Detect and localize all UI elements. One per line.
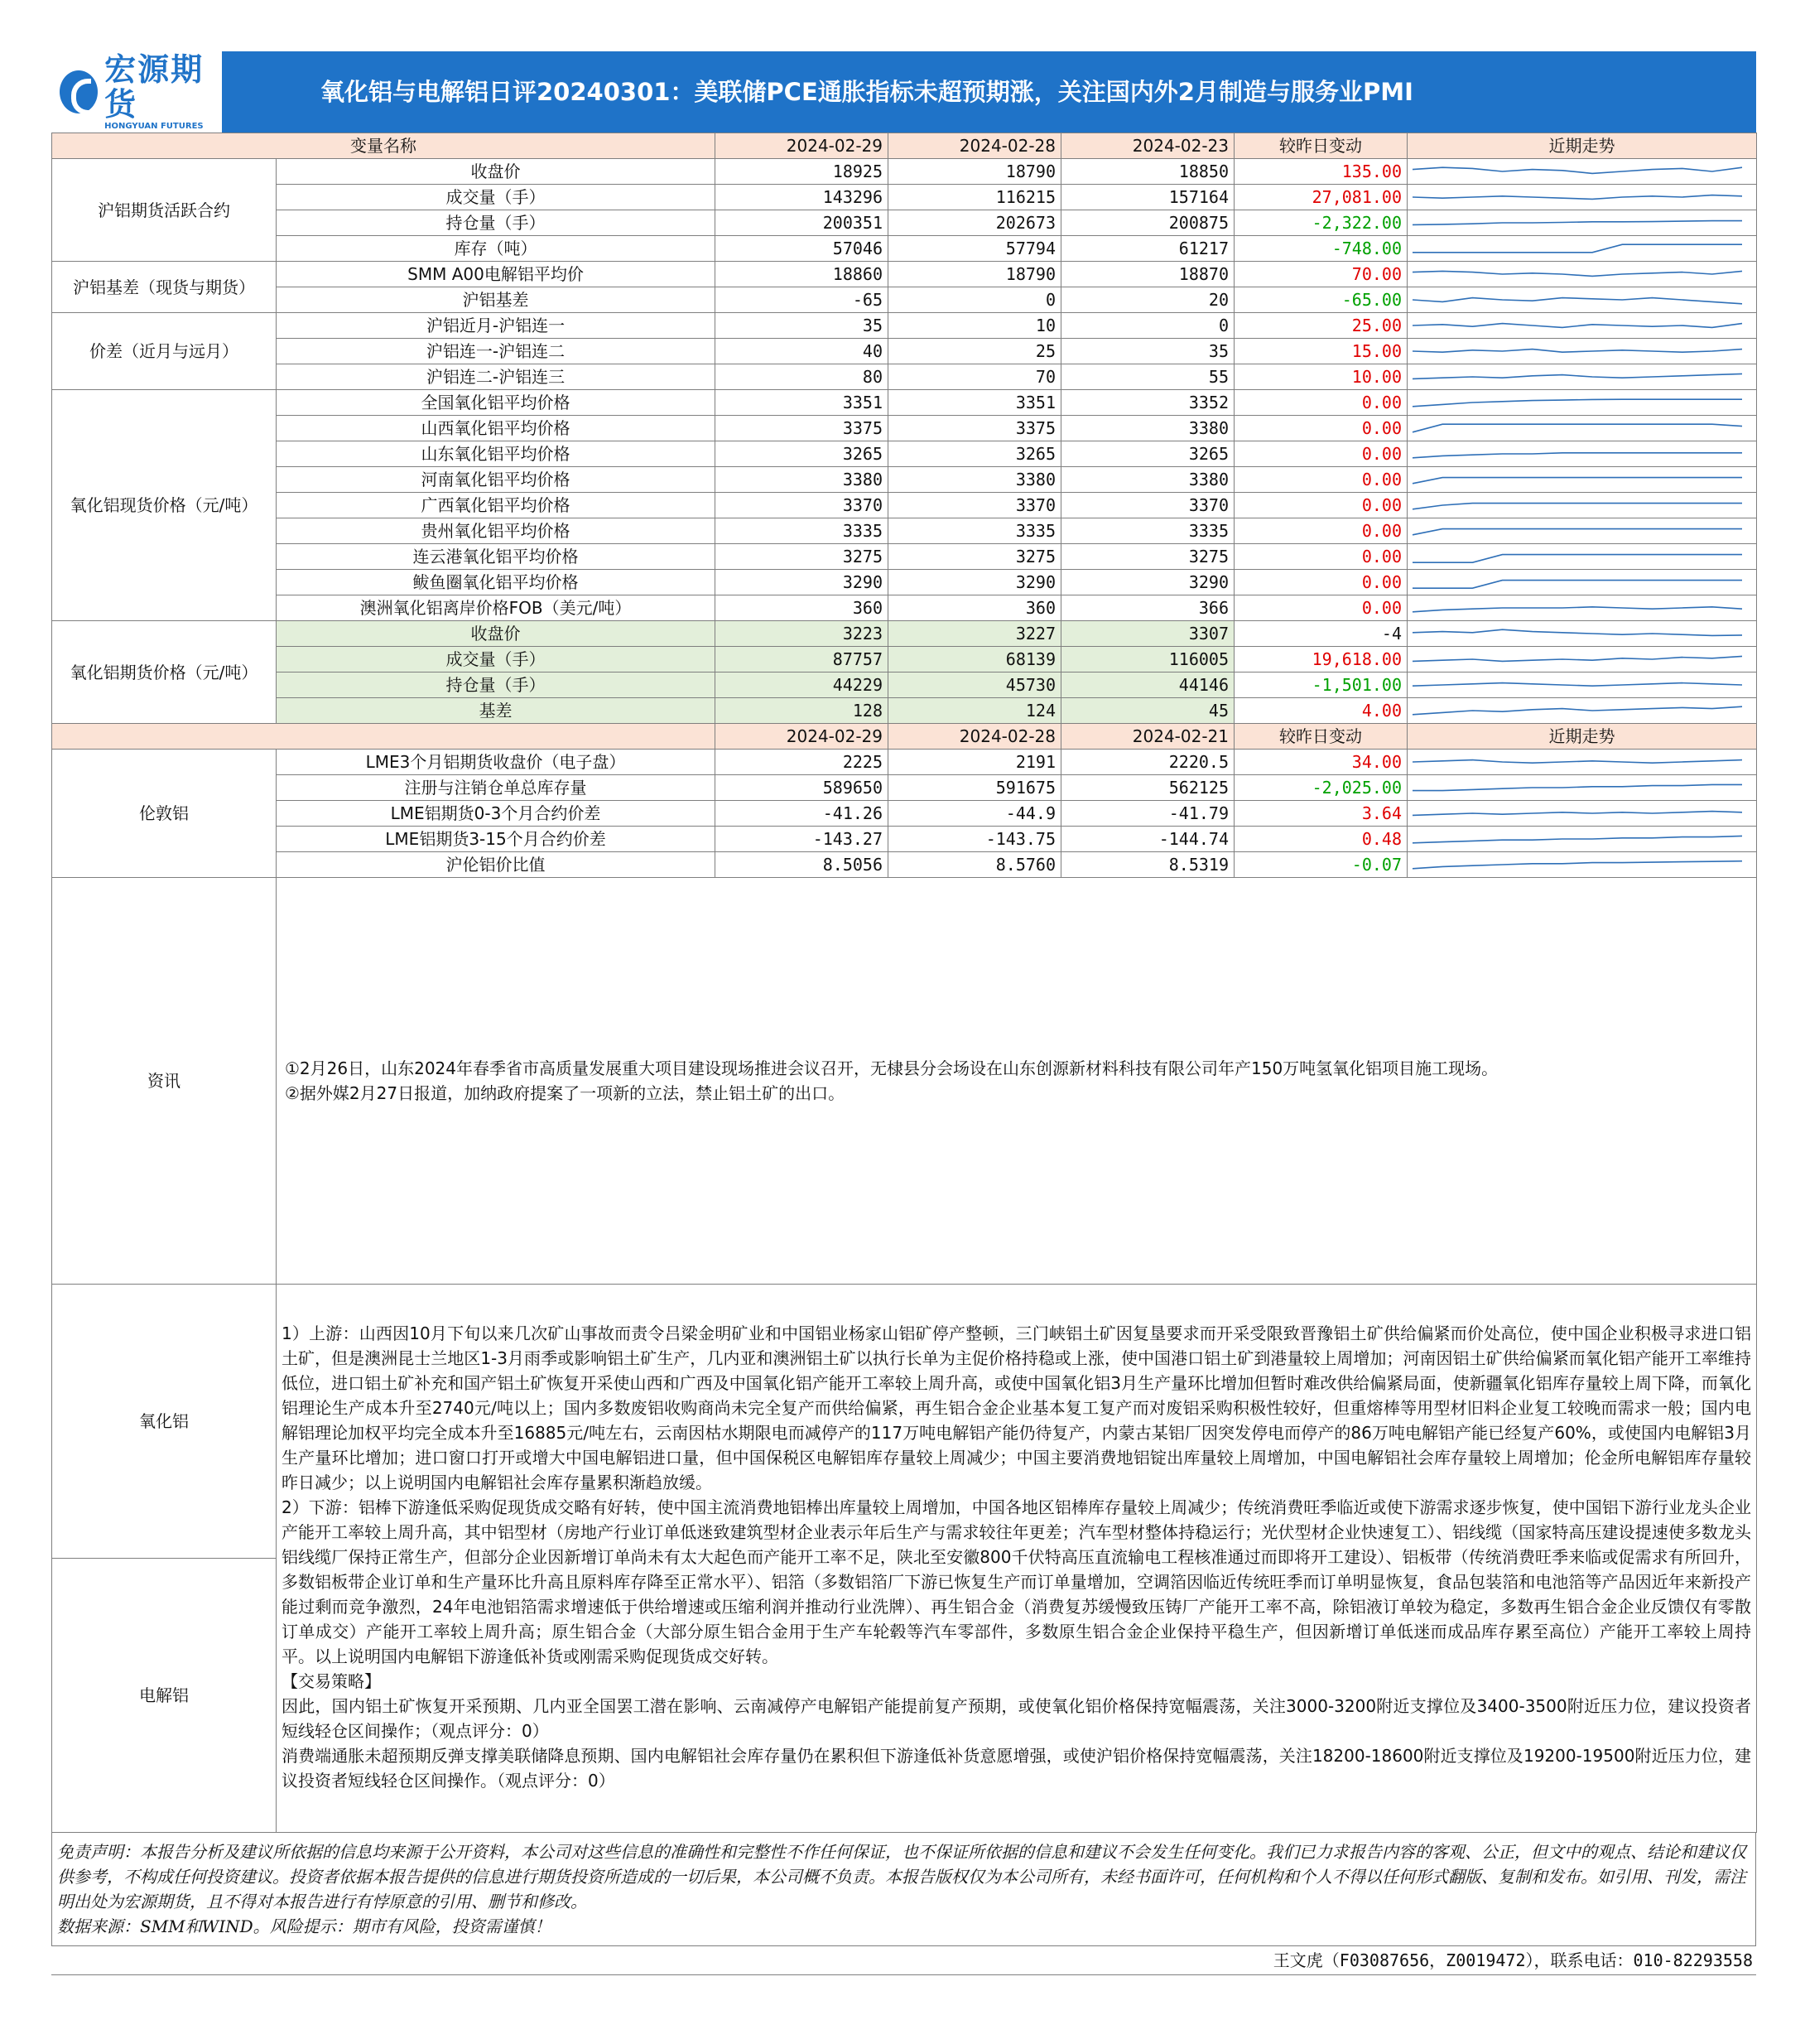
sparkline [1408,852,1747,877]
variable-name: 沪伦铝价比值 [277,852,715,878]
table-row [52,210,1757,236]
group-label: 氧化铝期货价格（元/吨） [52,621,277,724]
trend-cell [1408,364,1757,390]
trend-cell [1408,621,1757,647]
table-row [52,390,1757,416]
table-row [52,750,1757,775]
aluminum-label: 电解铝 [139,1685,189,1705]
table-row [52,672,1757,698]
change-value: -65.00 [1235,287,1408,313]
variable-name: 全国氧化铝平均价格 [277,390,715,416]
sparkline-path [1413,350,1742,353]
table-row [52,416,1757,441]
alumina-label: 氧化铝 [52,1285,276,1559]
sparkline [1408,339,1747,364]
change-value: -4 [1235,621,1408,647]
sparkline-path [1413,424,1742,432]
value-3: 44146 [1061,672,1235,698]
table-row [52,801,1757,827]
value-1: 44229 [715,672,888,698]
sparkline-path [1413,760,1742,764]
value-3: 3275 [1061,544,1235,570]
trend-cell [1408,698,1757,724]
logo-name-cn: 宏源期货 [104,51,205,123]
trend-cell [1408,801,1757,827]
group-label: 氧化铝现货价格（元/吨） [52,390,277,621]
table-row [52,621,1757,647]
value-1: 3265 [715,441,888,467]
header-trend: 近期走势 [1408,724,1757,750]
value-1: 87757 [715,647,888,672]
variable-name: 持仓量（手） [277,672,715,698]
sparkline-path [1413,836,1742,842]
value-3: 3370 [1061,493,1235,518]
value-1: -65 [715,287,888,313]
sparkline [1408,827,1747,851]
header-change: 较昨日变动 [1235,133,1408,159]
value-2: 3265 [888,441,1061,467]
trend-cell [1408,647,1757,672]
sparkline [1408,647,1747,672]
trend-cell [1408,262,1757,287]
value-2: 3275 [888,544,1061,570]
report-page [51,51,1756,1975]
value-2: 360 [888,595,1061,621]
value-2: 45730 [888,672,1061,698]
variable-name: 收盘价 [277,621,715,647]
disclaimer-text: 免责声明：本报告分析及建议所依据的信息均来源于公开资料，本公司对这些信息的准确性和完整性不作任何保证，也不保证所依据的信息和建议不会发生任何变化。我们已力求报告内容的客观、公正，但文中的观点、结论和建议仅供参考，不构成任何投资建议。投资者依据本报告提供的信息进行期货投资所造成的一切后果，本公司概不负责。本报告版权仅为本公司所有，未经书面许可，任何机构和个人不得以任何形式翻版、复制和发布。如引用、刊发，需注明出处为宏源期货，且不得对本报告进行有悖原意的引用、删节和修改。 [57,1842,1746,1911]
sparkline-path [1413,784,1742,790]
sparkline [1408,364,1747,389]
value-2: 2191 [888,750,1061,775]
sparkline [1408,210,1747,235]
sparkline [1408,262,1747,287]
news-label: 资讯 [52,878,277,1285]
trend-cell [1408,313,1757,339]
value-2: 3227 [888,621,1061,647]
change-value: 0.48 [1235,827,1408,852]
header-date-3: 2024-02-21 [1061,724,1235,750]
variable-name: 注册与注销仓单总库存量 [277,775,715,801]
sparkline [1408,750,1747,774]
strategy-alumina: 因此，国内铝土矿恢复开采预期、几内亚全国罢工潜在影响、云南减停产电解铝产能提前复产预期，或使氧化铝价格保持宽幅震荡，关注3000-3200附近支撑位及3400-3500附近压力位，建议投资者短线轻仓区间操作；（观点评分：0） [282,1695,1751,1741]
sparkline [1408,159,1747,184]
variable-name: 贵州氧化铝平均价格 [277,518,715,544]
value-1: 3351 [715,390,888,416]
value-2: 8.5760 [888,852,1061,878]
value-2: -143.75 [888,827,1061,852]
value-1: 57046 [715,236,888,262]
sparkline [1408,467,1747,492]
sparkline [1408,313,1747,338]
sparkline-path [1413,374,1742,378]
table-row [52,339,1757,364]
table-row [52,518,1757,544]
analysis-content [277,1285,1757,1833]
trend-cell [1408,570,1757,595]
table-row [52,647,1757,672]
sparkline-path [1413,399,1742,407]
sparkline-path [1413,244,1742,253]
change-value: 10.00 [1235,364,1408,390]
sparkline [1408,801,1747,826]
sparkline-path [1413,629,1742,635]
table-row [52,493,1757,518]
variable-name: 沪铝连二-沪铝连三 [277,364,715,390]
logo-name-en: HONGYUAN FUTURES [104,122,204,131]
change-value: -748.00 [1235,236,1408,262]
table-row [52,313,1757,339]
news-paragraph: ①2月26日，山东2024年春季省市高质量发展重大项目建设现场推进会议召开，无棣县分会场设在山东创源新材料科技有限公司年产150万吨氢氧化铝项目施工现场。 [285,1058,1499,1078]
value-1: 40 [715,339,888,364]
group-label: 沪铝基差（现货与期货） [52,262,277,313]
sparkline [1408,570,1747,595]
value-2: 202673 [888,210,1061,236]
value-3: 562125 [1061,775,1235,801]
change-value: 0.00 [1235,518,1408,544]
value-3: 366 [1061,595,1235,621]
value-2: 116215 [888,185,1061,210]
text-table [51,878,1757,1833]
value-3: 3265 [1061,441,1235,467]
value-2: 3351 [888,390,1061,416]
header-date-1: 2024-02-29 [715,724,888,750]
change-value: 0.00 [1235,570,1408,595]
downstream-paragraph: 2）下游：铝棒下游逢低采购促现货成交略有好转，使中国主流消费地铝棒出库量较上周增加，中国各地区铝棒库存量较上周减少；传统消费旺季临近或使下游需求逐步恢复，使中国铝下游行业龙头企业产能开工率较上周升高，其中铝型材（房地产行业订单低迷致建筑型材企业表示年后生产与需求较往年更差；汽车型材整体持稳运行；光伏型材企业快速复工）、铝线缆（国家特高压建设提速使多数龙头铝线缆厂保持正常生产，但部分企业因新增订单尚未有太大起色而产能开工率不足，陕北至安徽800千伏特高压直流输电工程核准通过而即将开工建设）、铝板带（传统消费旺季来临或促需求有所回升，多数铝板带企业订单和生产量环比升高且原料库存降至正常水平）、铝箔（多数铝箔厂下游已恢复生产而订单量增加，空调箔因临近传统旺季而订单明显恢复，食品包装箔和电池箔等产品因近年来新投产能过剩而竞争激烈，24年电池铝箔需求增速低于供给增速或压缩利润并推动行业洗牌）、再生铝合金（消费复苏缓慢致压铸厂产能开工率不高，除铝液订单较为稳定，多数再生铝合金企业反馈仅有零散订单成交）产能开工率较上周升高；原生铝合金（大部分原生铝合金用于生产车轮毂等汽车零部件，多数原生铝合金企业保持平稳生产，但因新增订单低迷而成品库存累至高位）产能开工率较上周持平。以上说明国内电解铝下游逢低补货或刚需采购促现货成交好转。 [282,1497,1751,1666]
value-3: 0 [1061,313,1235,339]
sparkline-path [1413,581,1742,589]
variable-name: 成交量（手） [277,185,715,210]
sparkline-path [1413,167,1742,173]
value-3: 2220.5 [1061,750,1235,775]
upstream-paragraph: 1）上游：山西因10月下旬以来几次矿山事故而责令吕梁金明矿业和中国铝业杨家山铝矿停产整顿，三门峡铝土矿因复垦要求而开采受限致晋豫铝土矿供给偏紧而价处高位，使中国企业积极寻求进口铝土矿，但是澳洲昆士兰地区1-3月雨季或影响铝土矿生产，几内亚和澳洲铝土矿以执行长单为主促价格持稳或上涨，使中国港口铝土矿到港量较上周增加；河南因铝土矿供给偏紧而氧化铝产能开工率维持低位，进口铝土矿补充和国产铝土矿恢复开采使山西和广西及中国氧化铝产能开工率较上周升高，或使中国氧化铝3月生产量环比增加但暂时难改供给偏紧局面，使新疆氧化铝库存量较上周下降，而氧化铝理论生产成本升至2740元/吨以上；国内多数废铝收购商尚未完全复产而供给偏紧，再生铝合金企业基本复工复产而对废铝采购积极性较好，但重熔棒等用型材旧料企业复工较晚而需求一般；国内电解铝理论加权平均完全成本升至16885元/吨左右，云南因枯水期限电而减停产的117万吨电解铝产能仍待复产，内蒙古某铝厂因突发停电而停产的86万吨电解铝产能已经复产60%，或使国内电解铝3月生产量环比增加；进口窗口打开或增大中国电解铝进口量，但中国保税区电解铝库存量较上周减少；中国主要消费地铝锭出库量较上周增加，中国电解铝社会库存量较上周增加；伦金所电解铝库存量较昨日减少；以上说明国内电解铝社会库存量累积渐趋放缓。 [282,1323,1751,1492]
trend-cell [1408,339,1757,364]
variable-name: 鲅鱼圈氧化铝平均价格 [277,570,715,595]
change-value: -2,025.00 [1235,775,1408,801]
table-row [52,544,1757,570]
value-1: 3223 [715,621,888,647]
strategy-heading: 【交易策略】 [282,1670,381,1691]
table-row [52,236,1757,262]
trend-cell [1408,210,1757,236]
value-3: 3307 [1061,621,1235,647]
value-1: 35 [715,313,888,339]
group-label: 价差（近月与远月） [52,313,277,390]
table-row [52,775,1757,801]
sparkline-path [1413,271,1742,276]
trend-cell [1408,185,1757,210]
sparkline-path [1413,504,1742,509]
variable-name: 沪铝近月-沪铝连一 [277,313,715,339]
change-value: 25.00 [1235,313,1408,339]
value-1: 80 [715,364,888,390]
sparkline-path [1413,656,1742,661]
analysis-row [52,1285,1757,1833]
report-header [51,51,1756,133]
table-header-row-2 [52,724,1757,750]
sparkline-path [1413,529,1742,535]
value-1: 18860 [715,262,888,287]
value-2: 3335 [888,518,1061,544]
value-3: 3380 [1061,416,1235,441]
news-content [277,878,1757,1285]
news-row [52,878,1757,1285]
change-value: -0.07 [1235,852,1408,878]
value-3: 35 [1061,339,1235,364]
value-1: 3375 [715,416,888,441]
group-label: 沪铝期货活跃合约 [52,159,277,262]
change-value: 15.00 [1235,339,1408,364]
header-variable: 变量名称 [52,133,715,159]
logo-icon [60,70,98,113]
change-value: 34.00 [1235,750,1408,775]
value-2: 57794 [888,236,1061,262]
header-change: 较昨日变动 [1235,724,1408,750]
value-2: 25 [888,339,1061,364]
analysis-labels [52,1285,277,1833]
sparkline-path [1413,812,1742,816]
value-1: 200351 [715,210,888,236]
trend-cell [1408,518,1757,544]
sparkline [1408,672,1747,697]
change-value: 0.00 [1235,493,1408,518]
change-value: 3.64 [1235,801,1408,827]
value-1: 3370 [715,493,888,518]
variable-name: 连云港氧化铝平均价格 [277,544,715,570]
value-3: -41.79 [1061,801,1235,827]
report-title: 氧化铝与电解铝日评20240301：美联储PCE通胀指标未超预期涨，关注国内外2月制造与服务业PMI [320,78,1413,106]
sparkline-path [1413,861,1742,869]
value-1: -41.26 [715,801,888,827]
sparkline-path [1413,221,1742,225]
table-row [52,159,1757,185]
sparkline-path [1413,298,1742,304]
variable-name: LME铝期货3-15个月合约价差 [277,827,715,852]
table-row [52,467,1757,493]
trend-cell [1408,236,1757,262]
value-3: 3352 [1061,390,1235,416]
sparkline [1408,775,1747,800]
value-3: 45 [1061,698,1235,724]
table-row [52,827,1757,852]
value-1: 360 [715,595,888,621]
sparkline [1408,698,1747,723]
sparkline-path [1413,555,1742,563]
change-value: -2,322.00 [1235,210,1408,236]
sparkline-path [1413,324,1742,328]
variable-name: 收盘价 [277,159,715,185]
sparkline-path [1413,478,1742,484]
table-row [52,287,1757,313]
value-3: 3335 [1061,518,1235,544]
value-1: 3335 [715,518,888,544]
variable-name: 持仓量（手） [277,210,715,236]
trend-cell [1408,493,1757,518]
change-value: 0.00 [1235,544,1408,570]
sparkline [1408,390,1747,415]
disclaimer-block [51,1833,1756,1946]
value-2: 3290 [888,570,1061,595]
value-1: 3275 [715,544,888,570]
sparkline [1408,441,1747,466]
trend-cell [1408,441,1757,467]
variable-name: LME3个月铝期货收盘价（电子盘） [277,750,715,775]
sparkline [1408,287,1747,312]
sparkline-path [1413,683,1742,687]
variable-name: 成交量（手） [277,647,715,672]
change-value: 4.00 [1235,698,1408,724]
sparkline [1408,595,1747,620]
trend-cell [1408,750,1757,775]
sparkline [1408,185,1747,210]
variable-name: 沪铝基差 [277,287,715,313]
trend-cell [1408,159,1757,185]
variable-name: 库存（吨） [277,236,715,262]
change-value: 0.00 [1235,390,1408,416]
variable-name: 山东氧化铝平均价格 [277,441,715,467]
variable-name: 基差 [277,698,715,724]
variable-name: 澳洲氧化铝离岸价格FOB（美元/吨） [277,595,715,621]
table-row [52,364,1757,390]
value-3: 18870 [1061,262,1235,287]
value-3: 61217 [1061,236,1235,262]
value-1: 3380 [715,467,888,493]
header-date-1: 2024-02-29 [715,133,888,159]
trend-cell [1408,544,1757,570]
value-2: 18790 [888,262,1061,287]
table-row [52,185,1757,210]
change-value: 0.00 [1235,595,1408,621]
variable-name: 河南氧化铝平均价格 [277,467,715,493]
value-2: 124 [888,698,1061,724]
value-3: 3380 [1061,467,1235,493]
trend-cell [1408,775,1757,801]
value-2: 3370 [888,493,1061,518]
value-1: 2225 [715,750,888,775]
value-3: 8.5319 [1061,852,1235,878]
trend-cell [1408,672,1757,698]
trend-cell [1408,852,1757,878]
strategy-aluminum: 消费端通胀未超预期反弹支撑美联储降息预期、国内电解铝社会库存量仍在累积但下游逢低补货意愿增强，或使沪铝价格保持宽幅震荡，关注18200-18600附近支撑位及19200-19500附近压力位，建议投资者短线轻仓区间操作。（观点评分：0） [282,1745,1751,1791]
value-3: 200875 [1061,210,1235,236]
value-1: 143296 [715,185,888,210]
change-value: 0.00 [1235,441,1408,467]
value-2: 68139 [888,647,1061,672]
sparkline [1408,621,1747,646]
trend-cell [1408,827,1757,852]
value-3: 116005 [1061,647,1235,672]
value-2: 10 [888,313,1061,339]
news-paragraph: ②据外媒2月27日报道，加纳政府提案了一项新的立法，禁止铝土矿的出口。 [285,1083,845,1103]
variable-name: 山西氧化铝平均价格 [277,416,715,441]
value-3: 18850 [1061,159,1235,185]
value-1: 8.5056 [715,852,888,878]
change-value: -1,501.00 [1235,672,1408,698]
change-value: 70.00 [1235,262,1408,287]
sparkline [1408,518,1747,543]
header-date-3: 2024-02-23 [1061,133,1235,159]
sparkline [1408,416,1747,441]
value-3: 55 [1061,364,1235,390]
table-row [52,852,1757,878]
value-1: 589650 [715,775,888,801]
data-table [51,133,1757,878]
trend-cell [1408,390,1757,416]
value-1: 3290 [715,570,888,595]
variable-name: SMM A00电解铝平均价 [277,262,715,287]
value-1: -143.27 [715,827,888,852]
table-row [52,441,1757,467]
header-trend: 近期走势 [1408,133,1757,159]
table-row [52,698,1757,724]
data-source-text: 数据来源：SMM和WIND。风险提示：期市有风险，投资需谨慎！ [57,1916,551,1936]
value-2: -44.9 [888,801,1061,827]
change-value: 0.00 [1235,467,1408,493]
sparkline [1408,236,1747,261]
value-3: 3290 [1061,570,1235,595]
value-1: 128 [715,698,888,724]
change-value: 27,081.00 [1235,185,1408,210]
trend-cell [1408,287,1757,313]
value-2: 70 [888,364,1061,390]
header-empty [52,724,715,750]
change-value: 0.00 [1235,416,1408,441]
value-1: 18925 [715,159,888,185]
value-2: 3375 [888,416,1061,441]
sparkline-path [1413,607,1742,612]
value-3: -144.74 [1061,827,1235,852]
value-2: 591675 [888,775,1061,801]
table-row [52,262,1757,287]
table-row [52,570,1757,595]
variable-name: 广西氧化铝平均价格 [277,493,715,518]
sparkline-path [1413,195,1742,200]
value-2: 3380 [888,467,1061,493]
table-header-row [52,133,1757,159]
value-2: 18790 [888,159,1061,185]
table-row [52,595,1757,621]
value-3: 157164 [1061,185,1235,210]
trend-cell [1408,416,1757,441]
trend-cell [1408,595,1757,621]
sparkline-path [1413,706,1742,715]
variable-name: 沪铝连一-沪铝连二 [277,339,715,364]
header-date-2: 2024-02-28 [888,133,1061,159]
sparkline [1408,544,1747,569]
analyst-contact: 王文虎（F03087656，Z0019472），联系电话：010-82293558 [51,1946,1756,1975]
company-logo [51,51,222,133]
trend-cell [1408,467,1757,493]
header-date-2: 2024-02-28 [888,724,1061,750]
change-value: 19,618.00 [1235,647,1408,672]
group-label: 伦敦铝 [52,750,277,878]
value-3: 20 [1061,287,1235,313]
change-value: 135.00 [1235,159,1408,185]
variable-name: LME铝期货0-3个月合约价差 [277,801,715,827]
value-2: 0 [888,287,1061,313]
sparkline [1408,493,1747,518]
sparkline-path [1413,453,1742,458]
